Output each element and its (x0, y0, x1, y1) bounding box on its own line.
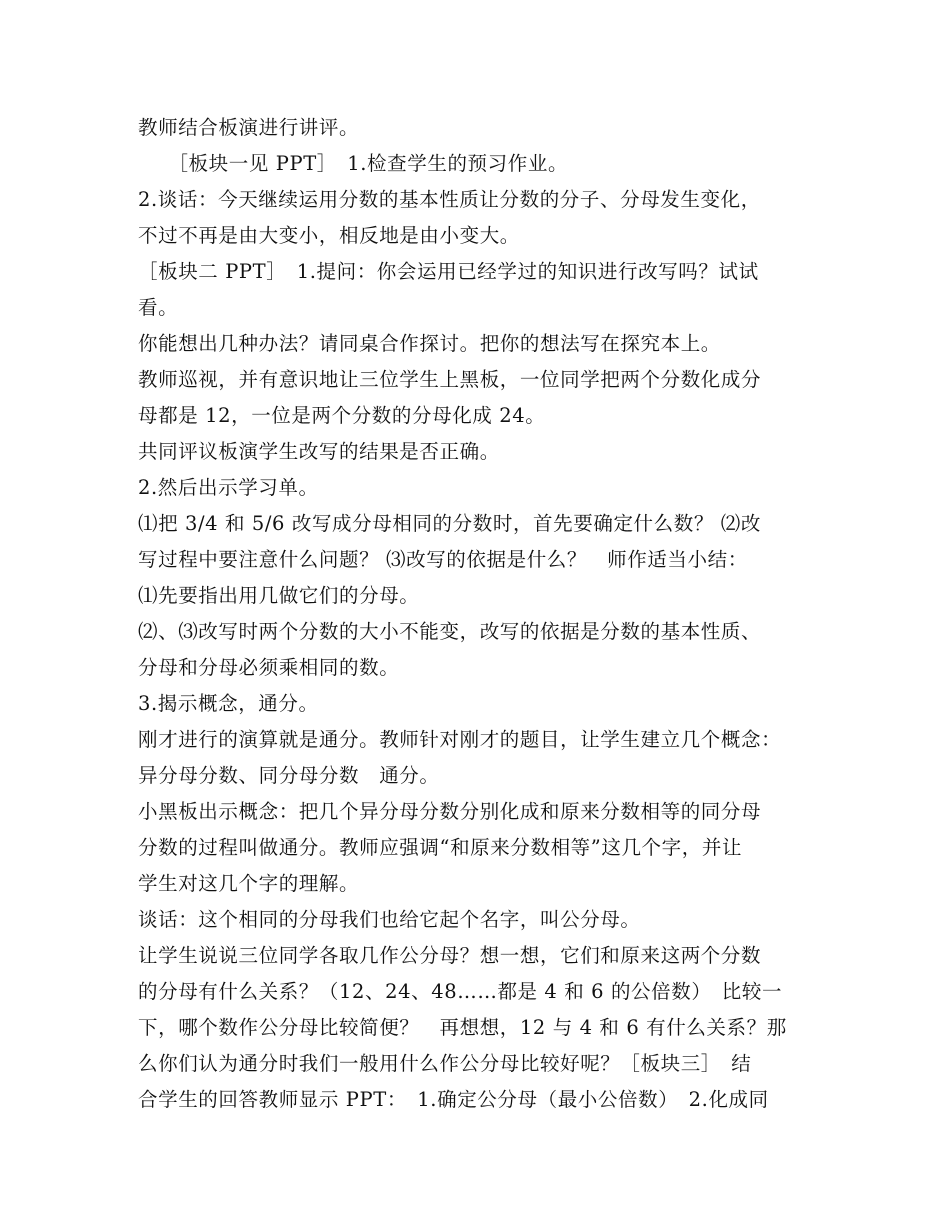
text-line: 学生对这几个字的理解。 (138, 872, 360, 895)
text-line: 分母和分母必须乘相同的数。 (138, 656, 400, 679)
text-line: 刚才进行的演算就是通分。教师针对刚才的题目，让学生建立几个概念： (138, 728, 782, 751)
text-line: 分数的过程叫做通分。教师应强调“和原来分数相等”这几个字，并让 (138, 836, 743, 859)
text-line: 合学生的回答教师显示 PPT： 1.确定公分母（最小公倍数） 2.化成同 (138, 1088, 769, 1111)
text-line: 让学生说说三位同学各取几作公分母？想一想，它们和原来这两个分数 (138, 944, 762, 967)
text-line: ⑵、⑶改写时两个分数的大小不能变，改写的依据是分数的基本性质、 (138, 620, 762, 643)
text-line: 3.揭示概念，通分。 (138, 692, 319, 715)
text-line: ［板块二 PPT］ 1.提问：你会运用已经学过的知识进行改写吗？试试 (138, 260, 759, 283)
text-line: 2.谈话：今天继续运用分数的基本性质让分数的分子、分母发生变化， (138, 188, 761, 211)
text-line: 写过程中要注意什么问题？ ⑶改写的依据是什么？ 师作适当小结： (138, 548, 748, 571)
text-line: 母都是 12，一位是两个分数的分母化成 24。 (138, 404, 546, 427)
text-line: ⑴先要指出用几做它们的分母。 (138, 584, 420, 607)
text-line: 不过不再是由大变小，相反地是由小变大。 (138, 224, 520, 247)
text-line: 的分母有什么关系？（12、24、48……都是 4 和 6 的公倍数） 比较一 (138, 980, 783, 1003)
text-line: 下，哪个数作公分母比较简便？ 再想想，12 与 4 和 6 有什么关系？那 (138, 1016, 787, 1039)
text-line: 教师巡视，并有意识地让三位学生上黑板，一位同学把两个分数化成分 (138, 368, 762, 391)
text-line: 谈话：这个相同的分母我们也给它起个名字，叫公分母。 (138, 908, 641, 931)
text-line: 2.然后出示学习单。 (138, 476, 319, 499)
text-line: 异分母分数、同分母分数 通分。 (138, 764, 440, 787)
text-line: 教师结合板演进行讲评。 (138, 116, 360, 139)
text-line: 看。 (138, 296, 179, 319)
text-line: 共同评议板演学生改写的结果是否正确。 (138, 440, 500, 463)
text-line: 小黑板出示概念：把几个异分母分数分别化成和原来分数相等的同分母 (138, 800, 762, 823)
text-line: ⑴把 3/4 和 5/6 改写成分母相同的分数时，首先要确定什么数？ ⑵改 (138, 512, 761, 535)
text-line: 么你们认为通分时我们一般用什么作公分母比较好呢？［板块三］ 结 (138, 1052, 752, 1075)
text-line: 你能想出几种办法？请同桌合作探讨。把你的想法写在探究本上。 (138, 332, 721, 355)
text-line: ［板块一见 PPT］ 1.检查学生的预习作业。 (138, 152, 569, 175)
